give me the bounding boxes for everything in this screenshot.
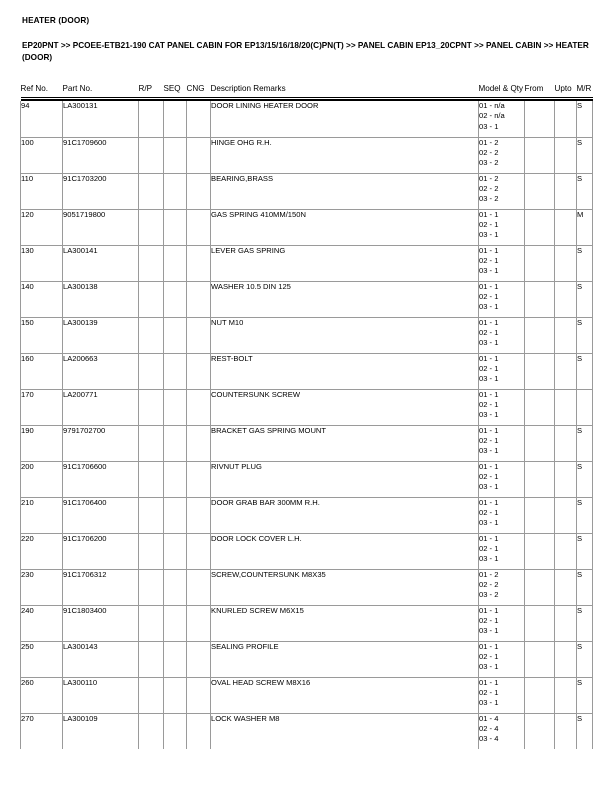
cell-mr: M <box>577 209 593 245</box>
model-qty-line: 01 - 1 <box>479 317 499 327</box>
column-header-cng: CNG <box>186 84 205 93</box>
cell-description: KNURLED SCREW M6X15 <box>211 605 479 641</box>
cell-ref-no: 150 <box>21 317 63 353</box>
model-qty-line: 01 - 1 <box>479 425 499 435</box>
model-qty-line: 02 - 1 <box>479 363 499 373</box>
cell-mr: S <box>577 569 593 605</box>
cell-description: LOCK WASHER M8 <box>211 713 479 749</box>
model-qty-line: 01 - 1 <box>479 389 499 399</box>
cell-rp <box>139 569 164 605</box>
model-qty-line: 01 - n/a <box>479 101 505 110</box>
model-qty-line: 01 - 1 <box>479 353 499 363</box>
column-header-upto: Upto <box>554 84 572 93</box>
column-header-model-qty: Model & Qty <box>478 84 524 93</box>
table-row[interactable] <box>21 317 593 353</box>
column-header-row <box>21 84 593 97</box>
cell-model-qty <box>479 533 525 569</box>
cell-part-no: LA300110 <box>63 677 139 713</box>
column-header-part-no: Part No. <box>62 84 93 93</box>
cell-model-qty <box>479 713 525 749</box>
model-qty-line: 02 - 1 <box>479 327 499 337</box>
model-qty-line: 01 - 1 <box>479 281 499 291</box>
cell-model-qty <box>479 209 525 245</box>
cell-model-qty <box>479 677 525 713</box>
cell-seq <box>164 137 187 173</box>
cell-model-qty <box>479 425 525 461</box>
cell-description: DOOR LOCK COVER L.H. <box>211 533 479 569</box>
cell-description: GAS SPRING 410MM/150N <box>211 209 479 245</box>
column-header-seq: SEQ <box>163 84 181 93</box>
cell-from <box>525 641 555 677</box>
model-qty-line: 01 - 1 <box>479 209 499 219</box>
model-qty-line: 03 - 2 <box>479 590 499 600</box>
table-row[interactable] <box>21 209 593 245</box>
cell-ref-no: 130 <box>21 245 63 281</box>
cell-mr: S <box>577 605 593 641</box>
cell-model-qty <box>479 281 525 317</box>
cell-from <box>525 713 555 749</box>
cell-part-no: 9791702700 <box>63 425 139 461</box>
cell-upto <box>555 569 577 605</box>
table-row[interactable] <box>21 137 593 173</box>
table-row[interactable] <box>21 353 593 389</box>
cell-from <box>525 137 555 173</box>
model-qty-line: 03 - 1 <box>479 626 499 636</box>
table-row[interactable] <box>21 533 593 569</box>
cell-upto <box>555 497 577 533</box>
cell-upto <box>555 209 577 245</box>
cell-description: SCREW,COUNTERSUNK M8X35 <box>211 569 479 605</box>
cell-seq <box>164 641 187 677</box>
cell-seq <box>164 317 187 353</box>
cell-rp <box>139 137 164 173</box>
table-row[interactable] <box>21 605 593 641</box>
cell-from <box>525 209 555 245</box>
cell-upto <box>555 713 577 749</box>
cell-description: LEVER GAS SPRING <box>211 245 479 281</box>
cell-description: REST-BOLT <box>211 353 479 389</box>
cell-rp <box>139 101 164 137</box>
column-header-mr: M/R <box>576 84 592 93</box>
cell-seq <box>164 389 187 425</box>
breadcrumb: EP20PNT >> PCOEE-ETB21-190 CAT PANEL CABIN FOR EP13/15/16/18/20(C)PN(T) >> PANEL CABIN EP13_20CPNT >> PANEL CABIN >> HEATER (DOOR) <box>22 41 589 62</box>
table-row[interactable] <box>21 641 593 677</box>
model-qty-line: 03 - 4 <box>479 734 499 744</box>
cell-description: HINGE OHG R.H. <box>211 137 479 173</box>
table-row[interactable] <box>21 281 593 317</box>
cell-rp <box>139 425 164 461</box>
cell-rp <box>139 209 164 245</box>
cell-part-no: LA300131 <box>63 101 139 137</box>
header-double-rule <box>21 97 593 101</box>
cell-rp <box>139 281 164 317</box>
cell-rp <box>139 677 164 713</box>
cell-mr: S <box>577 425 593 461</box>
cell-ref-no: 200 <box>21 461 63 497</box>
model-qty-line: 03 - 1 <box>479 698 499 708</box>
cell-cng <box>187 281 211 317</box>
model-qty-line: 01 - 2 <box>479 569 499 579</box>
cell-model-qty <box>479 569 525 605</box>
cell-model-qty <box>479 101 525 137</box>
cell-part-no: LA300141 <box>63 245 139 281</box>
model-qty-line: 03 - 1 <box>479 554 499 564</box>
cell-rp <box>139 317 164 353</box>
column-header-description: Description Remarks <box>210 84 286 93</box>
cell-upto <box>555 425 577 461</box>
cell-model-qty <box>479 389 525 425</box>
cell-description: NUT M10 <box>211 317 479 353</box>
cell-part-no: LA300139 <box>63 317 139 353</box>
model-qty-line: 02 - 2 <box>479 147 499 157</box>
table-row[interactable] <box>21 425 593 461</box>
cell-seq <box>164 425 187 461</box>
cell-description: RIVNUT PLUG <box>211 461 479 497</box>
cell-mr: S <box>577 281 593 317</box>
model-qty-line: 02 - 1 <box>479 543 499 553</box>
cell-cng <box>187 317 211 353</box>
cell-model-qty <box>479 317 525 353</box>
cell-ref-no: 270 <box>21 713 63 749</box>
model-qty-line: 02 - 1 <box>479 651 499 661</box>
cell-from <box>525 605 555 641</box>
model-qty-line: 01 - 1 <box>479 245 499 255</box>
cell-from <box>525 533 555 569</box>
cell-cng <box>187 605 211 641</box>
cell-part-no: 91C1706200 <box>63 533 139 569</box>
cell-mr: S <box>577 497 593 533</box>
model-qty-line: 02 - 1 <box>479 399 499 409</box>
model-qty-line: 02 - 1 <box>479 255 499 265</box>
cell-rp <box>139 461 164 497</box>
cell-from <box>525 245 555 281</box>
cell-model-qty <box>479 605 525 641</box>
cell-upto <box>555 101 577 137</box>
cell-mr: S <box>577 353 593 389</box>
table-row[interactable] <box>21 497 593 533</box>
cell-seq <box>164 173 187 209</box>
cell-mr <box>577 389 593 425</box>
cell-from <box>525 101 555 137</box>
model-qty-line: 03 - 2 <box>479 194 499 204</box>
cell-ref-no: 250 <box>21 641 63 677</box>
model-qty-line: 03 - 1 <box>479 302 499 312</box>
cell-mr: S <box>577 533 593 569</box>
model-qty-line: 01 - 4 <box>479 713 499 723</box>
model-qty-line: 03 - 1 <box>479 230 499 240</box>
cell-description: WASHER 10.5 DIN 125 <box>211 281 479 317</box>
cell-mr: S <box>577 173 593 209</box>
cell-ref-no: 110 <box>21 173 63 209</box>
cell-seq <box>164 605 187 641</box>
cell-upto <box>555 245 577 281</box>
table-row[interactable] <box>21 101 593 137</box>
model-qty-line: 02 - 1 <box>479 507 499 517</box>
cell-part-no: 91C1706312 <box>63 569 139 605</box>
cell-from <box>525 569 555 605</box>
cell-upto <box>555 461 577 497</box>
cell-from <box>525 353 555 389</box>
cell-model-qty <box>479 245 525 281</box>
cell-description: COUNTERSUNK SCREW <box>211 389 479 425</box>
column-header-from: From <box>524 84 544 93</box>
cell-cng <box>187 713 211 749</box>
cell-cng <box>187 425 211 461</box>
cell-from <box>525 173 555 209</box>
cell-part-no: 91C1803400 <box>63 605 139 641</box>
model-qty-line: 03 - 1 <box>479 518 499 528</box>
model-qty-line: 01 - 1 <box>479 533 499 543</box>
model-qty-line: 03 - 1 <box>479 121 499 131</box>
cell-rp <box>139 533 164 569</box>
cell-cng <box>187 641 211 677</box>
cell-description: OVAL HEAD SCREW M8X16 <box>211 677 479 713</box>
cell-upto <box>555 281 577 317</box>
model-qty-line: 01 - 1 <box>479 605 499 615</box>
table-row[interactable] <box>21 713 593 749</box>
parts-table-header <box>21 84 593 101</box>
model-qty-line: 02 - 1 <box>479 219 499 229</box>
table-row[interactable] <box>21 677 593 713</box>
cell-cng <box>187 497 211 533</box>
cell-ref-no: 120 <box>21 209 63 245</box>
cell-seq <box>164 353 187 389</box>
cell-ref-no: 220 <box>21 533 63 569</box>
cell-mr: S <box>577 101 593 137</box>
model-qty-line: 03 - 2 <box>479 158 499 168</box>
cell-upto <box>555 605 577 641</box>
column-header-rp: R/P <box>138 84 152 93</box>
cell-seq <box>164 713 187 749</box>
cell-upto <box>555 641 577 677</box>
model-qty-line: 03 - 1 <box>479 266 499 276</box>
cell-seq <box>164 101 187 137</box>
cell-part-no: 9051719800 <box>63 209 139 245</box>
cell-ref-no: 230 <box>21 569 63 605</box>
cell-seq <box>164 209 187 245</box>
cell-upto <box>555 137 577 173</box>
model-qty-line: 02 - 2 <box>479 183 499 193</box>
cell-description: DOOR GRAB BAR 300MM R.H. <box>211 497 479 533</box>
table-row[interactable] <box>21 389 593 425</box>
cell-ref-no: 100 <box>21 137 63 173</box>
cell-description: BRACKET GAS SPRING MOUNT <box>211 425 479 461</box>
cell-cng <box>187 209 211 245</box>
cell-cng <box>187 389 211 425</box>
cell-seq <box>164 461 187 497</box>
cell-ref-no: 140 <box>21 281 63 317</box>
model-qty-line: 03 - 1 <box>479 482 499 492</box>
cell-upto <box>555 173 577 209</box>
cell-model-qty <box>479 173 525 209</box>
cell-cng <box>187 101 211 137</box>
cell-mr: S <box>577 137 593 173</box>
cell-ref-no: 210 <box>21 497 63 533</box>
cell-cng <box>187 137 211 173</box>
cell-ref-no: 94 <box>21 101 63 137</box>
cell-seq <box>164 281 187 317</box>
cell-cng <box>187 569 211 605</box>
cell-part-no: 91C1706600 <box>63 461 139 497</box>
model-qty-line: 02 - 2 <box>479 579 499 589</box>
cell-part-no: 91C1709600 <box>63 137 139 173</box>
cell-from <box>525 677 555 713</box>
cell-part-no: 91C1706400 <box>63 497 139 533</box>
model-qty-line: 02 - 1 <box>479 687 499 697</box>
cell-rp <box>139 389 164 425</box>
cell-upto <box>555 389 577 425</box>
cell-seq <box>164 533 187 569</box>
cell-mr: S <box>577 461 593 497</box>
cell-cng <box>187 461 211 497</box>
table-row[interactable] <box>21 461 593 497</box>
cell-model-qty <box>479 461 525 497</box>
model-qty-line: 03 - 1 <box>479 446 499 456</box>
cell-mr: S <box>577 317 593 353</box>
cell-cng <box>187 353 211 389</box>
cell-rp <box>139 497 164 533</box>
cell-seq <box>164 245 187 281</box>
cell-ref-no: 240 <box>21 605 63 641</box>
page-title: HEATER (DOOR) <box>22 16 90 25</box>
model-qty-line: 02 - n/a <box>479 111 505 121</box>
model-qty-line: 02 - 1 <box>479 615 499 625</box>
cell-part-no: LA200663 <box>63 353 139 389</box>
cell-model-qty <box>479 137 525 173</box>
cell-seq <box>164 497 187 533</box>
cell-seq <box>164 677 187 713</box>
cell-from <box>525 281 555 317</box>
cell-description: DOOR LINING HEATER DOOR <box>211 101 479 137</box>
cell-part-no: LA300143 <box>63 641 139 677</box>
cell-ref-no: 260 <box>21 677 63 713</box>
table-row[interactable] <box>21 245 593 281</box>
model-qty-line: 03 - 1 <box>479 662 499 672</box>
cell-rp <box>139 713 164 749</box>
cell-cng <box>187 533 211 569</box>
cell-rp <box>139 605 164 641</box>
cell-rp <box>139 173 164 209</box>
cell-from <box>525 389 555 425</box>
cell-rp <box>139 641 164 677</box>
model-qty-line: 01 - 1 <box>479 677 499 687</box>
parts-table <box>20 84 593 749</box>
cell-rp <box>139 353 164 389</box>
cell-seq <box>164 569 187 605</box>
cell-mr: S <box>577 713 593 749</box>
table-row[interactable] <box>21 569 593 605</box>
cell-ref-no: 160 <box>21 353 63 389</box>
model-qty-line: 01 - 2 <box>479 173 499 183</box>
cell-upto <box>555 533 577 569</box>
model-qty-line: 03 - 1 <box>479 410 499 420</box>
cell-description: SEALING PROFILE <box>211 641 479 677</box>
column-header-ref-no: Ref No. <box>20 84 48 93</box>
cell-model-qty <box>479 497 525 533</box>
cell-ref-no: 170 <box>21 389 63 425</box>
model-qty-line: 01 - 1 <box>479 497 499 507</box>
model-qty-line: 01 - 1 <box>479 641 499 651</box>
cell-ref-no: 190 <box>21 425 63 461</box>
cell-cng <box>187 677 211 713</box>
model-qty-line: 02 - 4 <box>479 723 499 733</box>
cell-cng <box>187 173 211 209</box>
cell-upto <box>555 353 577 389</box>
cell-mr: S <box>577 641 593 677</box>
parts-table-body <box>21 101 593 749</box>
cell-model-qty <box>479 641 525 677</box>
cell-part-no: LA300109 <box>63 713 139 749</box>
cell-mr: S <box>577 677 593 713</box>
model-qty-line: 03 - 1 <box>479 338 499 348</box>
cell-mr: S <box>577 245 593 281</box>
cell-from <box>525 497 555 533</box>
cell-model-qty <box>479 353 525 389</box>
cell-rp <box>139 245 164 281</box>
cell-part-no: 91C1703200 <box>63 173 139 209</box>
cell-from <box>525 461 555 497</box>
cell-cng <box>187 245 211 281</box>
cell-from <box>525 425 555 461</box>
model-qty-line: 02 - 1 <box>479 435 499 445</box>
model-qty-line: 01 - 2 <box>479 137 499 147</box>
model-qty-line: 02 - 1 <box>479 471 499 481</box>
cell-description: BEARING,BRASS <box>211 173 479 209</box>
model-qty-line: 01 - 1 <box>479 461 499 471</box>
model-qty-line: 03 - 1 <box>479 374 499 384</box>
cell-upto <box>555 677 577 713</box>
table-row[interactable] <box>21 173 593 209</box>
cell-part-no: LA200771 <box>63 389 139 425</box>
cell-part-no: LA300138 <box>63 281 139 317</box>
cell-from <box>525 317 555 353</box>
model-qty-line: 02 - 1 <box>479 291 499 301</box>
parts-table-container <box>20 84 592 749</box>
cell-upto <box>555 317 577 353</box>
